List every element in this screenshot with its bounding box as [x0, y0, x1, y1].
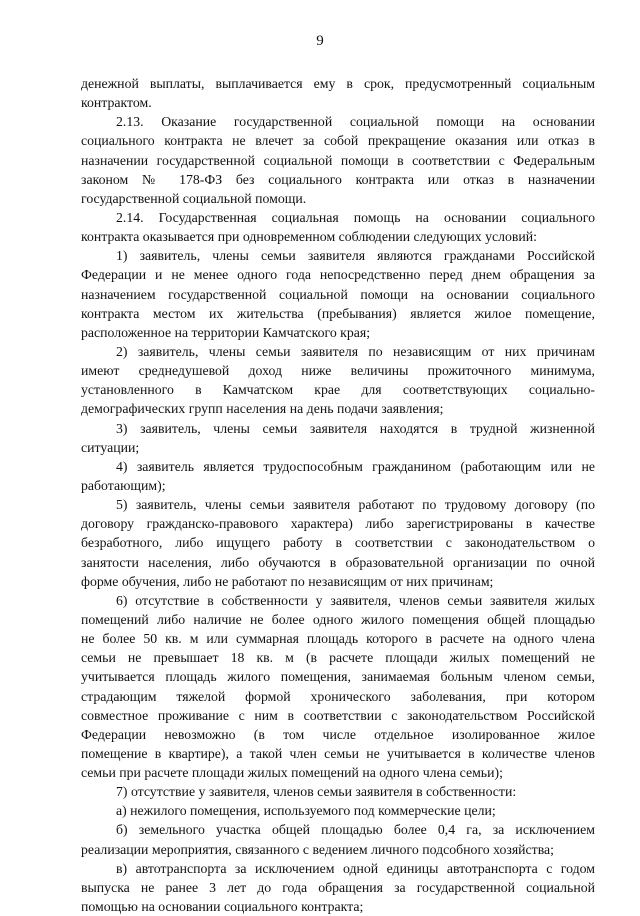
text-line: 6) отсутствие в собственности у заявителя, членов семьи заявителя жилых: [116, 592, 595, 608]
text-line: 5) заявитель, члены семьи заявителя работают по трудовому договору (по: [116, 497, 595, 513]
text-line: государственной социальной помощи.: [81, 190, 307, 206]
text-line: 7) отсутствие у заявителя, членов семьи заявителя в собственности:: [116, 784, 517, 800]
document-body: [81, 74, 595, 916]
text-line: совместное проживание с ним в соответствии с законодательством Российской: [81, 707, 595, 723]
text-line: контракта местом их жительства (пребывания) является жилое помещение,: [81, 305, 595, 321]
text-line: не более 50 кв. м или суммарная площадь которого в расчете на одного члена: [81, 631, 595, 647]
text-line: выпуска не ранее 3 лет до года обращения за государственной социальной: [81, 879, 595, 895]
text-line: договору гражданско-правового характера) либо зарегистрированы в качестве: [81, 516, 595, 532]
text-line: страдающим тяжелой формой хронического заболевания, при котором: [81, 688, 595, 704]
text-line: ситуации;: [81, 439, 140, 455]
text-line: 4) заявитель является трудоспособным гражданином (работающим или не: [116, 458, 595, 474]
text-line: 3) заявитель, члены семьи заявителя находятся в трудной жизненной: [116, 420, 595, 436]
text-line: 1) заявитель, члены семьи заявителя являются гражданами Российской: [116, 248, 595, 264]
text-line: семьи при расчете площади жилых помещений на одного члена семьи);: [81, 765, 503, 781]
text-line: форме обучения, либо не работают по независящим от них причинам;: [81, 573, 494, 589]
text-line: контракта оказывается при одновременном соблюдении следующих условий:: [81, 229, 538, 245]
text-line: учитывается площадь жилого помещения, занимаемая больным членом семьи,: [81, 669, 595, 685]
text-line: семьи не превышает 18 кв. м (в расчете площади жилых помещений не: [81, 650, 595, 666]
text-line: б) земельного участка общей площадью более 0,4 га, за исключением: [116, 822, 595, 838]
text-line: установленного в Камчатском крае для соответствующих социально-: [81, 382, 595, 398]
text-line: Федерации невозможно (в том числе отдельное изолированное жилое: [81, 726, 595, 742]
text-line: работающим);: [81, 477, 166, 493]
text-line: а) нежилого помещения, используемого под коммерческие цели;: [116, 803, 496, 819]
text-line: помещений либо наличие не более одного жилого помещения общей площадью: [81, 611, 595, 627]
text-line: реализации мероприятия, связанного с ведением личного подсобного хозяйства;: [81, 841, 555, 857]
page-number: 9: [316, 33, 324, 49]
text-line: расположенное на территории Камчатского края;: [81, 324, 371, 340]
text-line: назначением государственной социальной помощи на основании социального: [81, 286, 595, 302]
text-line: занятости населения, либо обучаются в образовательной организации по очной: [81, 554, 595, 570]
text-line: в) автотранспорта за исключением одной единицы автотранспорта с годом: [116, 860, 595, 876]
text-line: демографических групп населения на день подачи заявления;: [81, 401, 444, 417]
text-line: безработного, либо ищущего работу в соответствии с законодательством о: [81, 535, 595, 551]
text-line: помещение в квартире), а такой член семьи не учитывается в количестве членов: [81, 745, 595, 761]
text-line: назначении государственной социальной помощи в соответствии с Федеральным: [81, 152, 595, 168]
text-line: законом № 178-ФЗ без социального контракта или отказ в назначении: [81, 171, 595, 187]
text-line: имеют среднедушевой доход ниже величины прожиточного минимума,: [81, 363, 595, 379]
text-line: социального контракта не влечет за собой прекращение оказания или отказ в: [81, 133, 595, 149]
text-line: помощью на основании социального контракта;: [81, 899, 364, 915]
text-line: контрактом.: [81, 95, 152, 111]
text-line: 2.13. Оказание государственной социальной помощи на основании: [116, 114, 595, 130]
text-line: 2.14. Государственная социальная помощь на основании социального: [116, 209, 595, 225]
text-line: Федерации и не менее одного года непосредственно перед днем обращения за: [81, 267, 595, 283]
text-line: денежной выплаты, выплачивается ему в срок, предусмотренный социальным: [81, 76, 595, 91]
text-line: 2) заявитель, члены семьи заявителя по независящим от них причинам: [116, 343, 595, 359]
